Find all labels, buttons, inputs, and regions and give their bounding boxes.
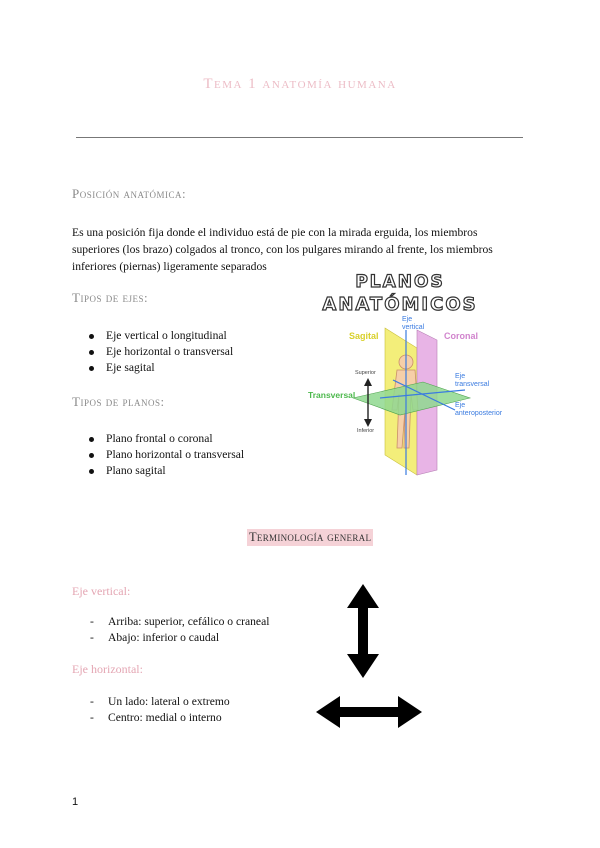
list-item: - Arriba: superior, cefálico o craneal bbox=[72, 614, 312, 630]
page-number: 1 bbox=[72, 796, 79, 808]
posicion-heading: Posición anatómica: bbox=[72, 186, 187, 201]
list-item: Plano horizontal o transversal bbox=[72, 447, 302, 463]
list-item: - Abajo: inferior o caudal bbox=[72, 630, 312, 646]
label-eje-vertical: Eje vertical bbox=[402, 316, 425, 331]
eje-horizontal-list bbox=[72, 694, 312, 726]
arrow-up-icon bbox=[364, 378, 372, 386]
label-inferior: Inferior bbox=[357, 428, 375, 434]
eje-vertical-list bbox=[72, 614, 312, 646]
terminologia-heading: Terminología general bbox=[249, 530, 372, 544]
label-sagital: Sagital bbox=[349, 331, 379, 341]
horizontal-double-arrow-icon bbox=[314, 694, 424, 730]
planos-heading: Tipos de planos: bbox=[72, 394, 165, 409]
posicion-paragraph: Es una posición fija donde el individuo está de pie con la mirada erguida, los miembros superiores (los brazo) colgados al tronco, con los pulgares mirando al frente, los miembros inferiores (piernas) ligeramente separados bbox=[72, 226, 493, 273]
list-item: Eje sagital bbox=[72, 360, 302, 376]
label-coronal: Coronal bbox=[444, 331, 479, 341]
list-item: Eje vertical o longitudinal bbox=[72, 328, 302, 344]
figure-title-line1: PLANOS bbox=[355, 272, 445, 292]
list-item: - Centro: medial o interno bbox=[72, 710, 312, 726]
ejes-heading: Tipos de ejes: bbox=[72, 290, 149, 305]
figure-title-line2: ANATÓMICOS bbox=[322, 294, 478, 315]
ejes-list bbox=[72, 328, 302, 376]
list-item: Plano sagital bbox=[72, 463, 302, 479]
document-title: Tema 1 anatomía humana bbox=[203, 76, 397, 92]
planos-list bbox=[72, 431, 302, 479]
label-eje-anteroposterior: Eje anteroposterior bbox=[455, 402, 503, 417]
vertical-double-arrow-icon bbox=[345, 582, 381, 680]
label-transversal: Transversal bbox=[308, 390, 356, 400]
list-item: Plano frontal o coronal bbox=[72, 431, 302, 447]
transversal-plane bbox=[353, 382, 470, 415]
list-item: Eje horizontal o transversal bbox=[72, 344, 302, 360]
title-divider bbox=[76, 137, 523, 138]
label-superior: Superior bbox=[355, 370, 376, 376]
eje-vertical-heading: Eje vertical: bbox=[72, 584, 131, 598]
eje-horizontal-heading: Eje horizontal: bbox=[72, 662, 143, 676]
arrow-down-icon bbox=[364, 419, 372, 427]
list-item: - Un lado: lateral o extremo bbox=[72, 694, 312, 710]
label-eje-transversal: Eje transversal bbox=[455, 373, 490, 388]
planos-anatomicos-figure bbox=[305, 270, 503, 480]
